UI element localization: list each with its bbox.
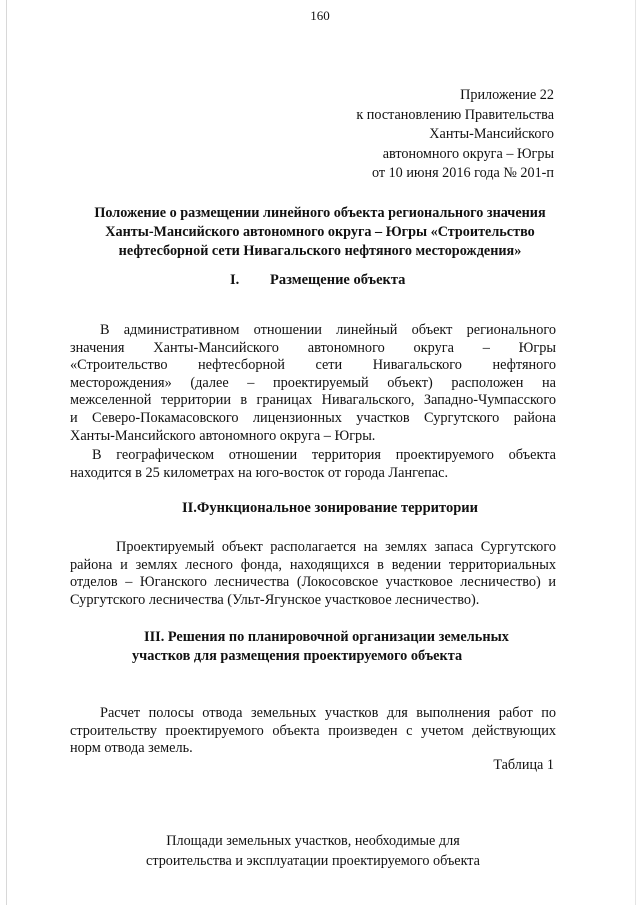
appendix-line: Приложение 22 <box>460 87 554 103</box>
paragraph-line: межселенной территории в границах Нивагальского, Западно-Чумпасского <box>70 392 556 409</box>
section-3-line: участков для размещения проектируемого объекта <box>132 648 463 664</box>
title-line: нефтесборной сети Нивагальского нефтяного месторождения» <box>118 243 522 260</box>
appendix-line: Ханты-Мансийского <box>429 126 554 143</box>
paragraph-line: Расчет полосы отвода земельных участков для выполнения работ по <box>100 705 556 721</box>
document-title <box>70 204 570 262</box>
paragraph-line: и Северо-Покамасовского лицензионных участков Сургутского района <box>70 409 556 426</box>
appendix-reference <box>356 86 554 184</box>
paragraph-line: «Строительство нефтесборной сети Нивагальского нефтяного <box>70 357 556 374</box>
section-3-line: III. Решения по планировочной организации земельных <box>144 629 509 645</box>
section-1-title: Размещение объекта <box>270 272 406 288</box>
paragraph-line: находится в 25 километрах на юго-восток от города Лангепас. <box>70 464 449 481</box>
table-title <box>70 832 556 871</box>
paragraph-line: района и землях лесного фонда, находящихся в ведении территориальных <box>70 556 556 573</box>
appendix-line: автономного округа – Югры <box>382 145 554 162</box>
paragraph-line: значения Ханты-Мансийского автономного округа – Югры <box>70 339 556 356</box>
paragraph-location <box>70 322 556 445</box>
paragraph-line: строительству проектируемого объекта произведен с учетом действующих <box>70 722 556 739</box>
section-3-heading <box>120 628 540 666</box>
paragraph-line: норм отвода земель. <box>70 740 193 757</box>
paragraph-line: В административном отношении линейный объект регионального <box>100 322 556 338</box>
appendix-line: к постановлению Правительства <box>356 106 554 123</box>
table-title-line: строительства и эксплуатации проектируемого объекта <box>146 852 480 869</box>
appendix-line: от 10 июня 2016 года № 201-п <box>371 165 554 182</box>
paragraph-allotment <box>70 705 556 758</box>
section-2-heading: II.Функциональное зонирование территории <box>182 500 478 516</box>
paragraph-zoning <box>70 539 556 609</box>
section-1-number: I. <box>230 272 240 288</box>
title-line: Ханты-Мансийского автономного округа – Югры «Строительство <box>105 224 535 241</box>
paragraph-line: В географическом отношении территория проектируемого объекта <box>92 447 556 463</box>
table-title-line: Площади земельных участков, необходимые для <box>166 833 460 849</box>
paragraph-line: Проектируемый объект располагается на землях запаса Сургутского <box>116 539 556 555</box>
title-line: Положение о размещении линейного объекта регионального значения <box>94 205 546 221</box>
table-label: Таблица 1 <box>493 757 554 773</box>
scan-edge-left <box>6 0 7 905</box>
paragraph-line: Сургутского лесничества (Ульт-Ягунское участковое лесничество). <box>70 591 480 608</box>
page-number: 160 <box>310 8 330 23</box>
paragraph-line: Ханты-Мансийского автономного округа – Югры. <box>70 427 376 444</box>
paragraph-line: месторождения» (далее – проектируемый объект) расположен на <box>70 374 556 391</box>
scan-edge-right <box>635 0 636 905</box>
paragraph-line: отделов – Юганского лесничества (Локосовское участковое лесничество) и <box>70 574 556 591</box>
paragraph-geography <box>70 447 556 482</box>
